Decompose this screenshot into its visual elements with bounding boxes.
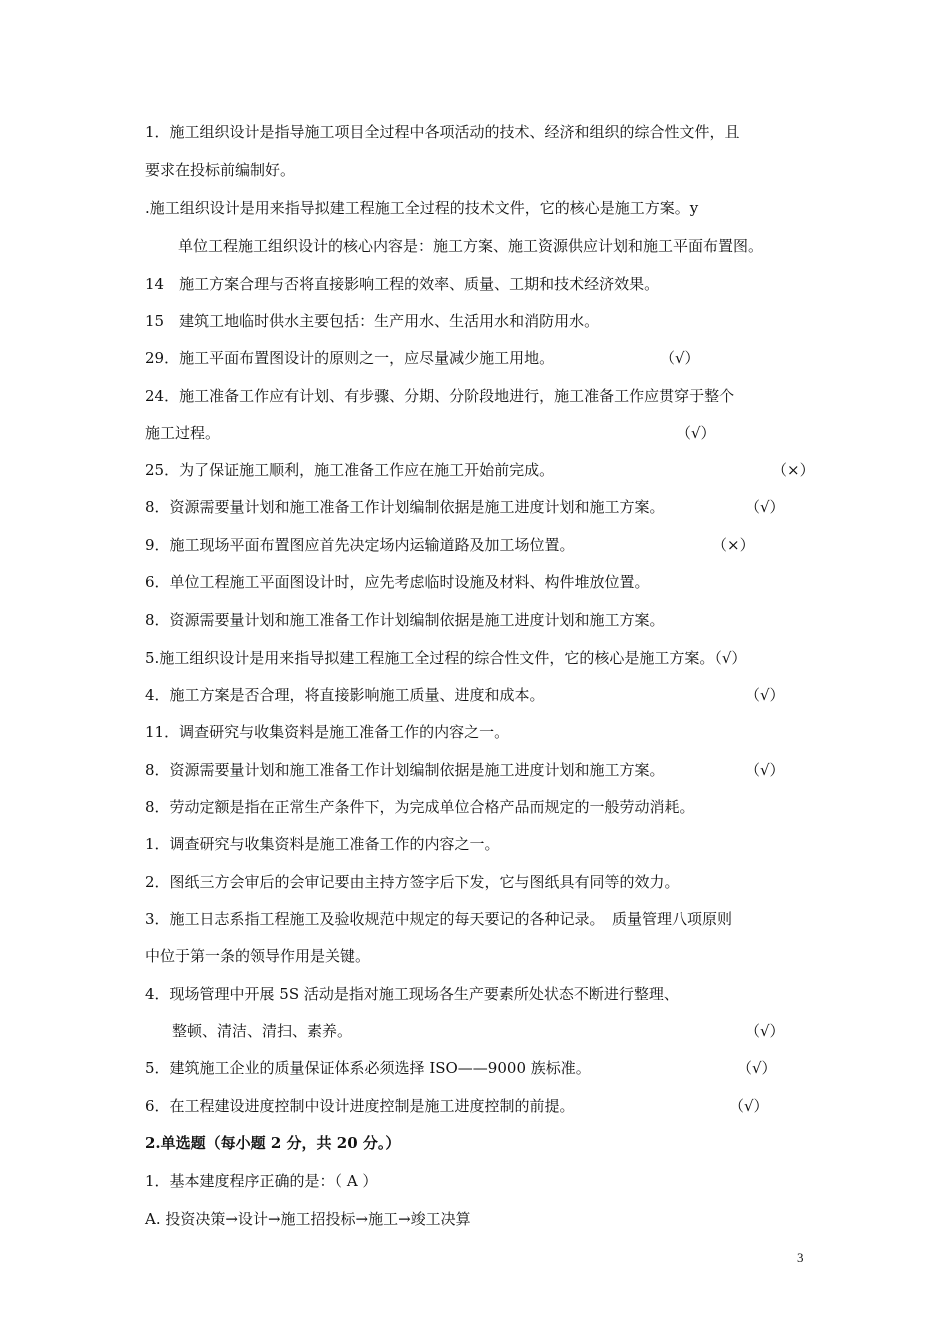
answer-mark: （√） <box>676 424 716 442</box>
answer-mark: （√） <box>745 1022 785 1040</box>
text-line: 要求在投标前编制好。 <box>145 161 296 179</box>
text-line: 15 建筑工地临时供水主要包括：生产用水、生活用水和消防用水。 <box>145 312 600 330</box>
text-line: 1．施工组织设计是指导施工项目全过程中各项活动的技术、经济和组织的综合性文件，且 <box>145 123 740 141</box>
answer-mark: （√） <box>745 761 785 779</box>
section-heading: 2.单选题（每小题 2 分，共 20 分。） <box>145 1134 401 1152</box>
text-line: 2．图纸三方会审后的会审记要由主持方签字后下发，它与图纸具有同等的效力。 <box>145 873 680 891</box>
text-line: 8．资源需要量计划和施工准备工作计划编制依据是施工进度计划和施工方案。 <box>145 498 665 516</box>
text-line: 3．施工日志系指工程施工及验收规范中规定的每天要记的各种记录。 质量管理八项原则 <box>145 910 733 928</box>
text-line: 8．资源需要量计划和施工准备工作计划编制依据是施工进度计划和施工方案。 <box>145 611 665 629</box>
text-line: .施工组织设计是用来指导拟建工程施工全过程的技术文件，它的核心是施工方案。y <box>145 199 699 217</box>
answer-mark: （√） <box>729 1097 769 1115</box>
text-line: 4．现场管理中开展 5S 活动是指对施工现场各生产要素所处状态不断进行整理、 <box>145 985 679 1003</box>
answer-mark: （√） <box>745 686 785 704</box>
answer-mark: （×） <box>712 536 755 554</box>
text-line: 6．在工程建设进度控制中设计进度控制是施工进度控制的前提。 <box>145 1097 575 1115</box>
page-number: 3 <box>797 1250 804 1265</box>
text-line: 6．单位工程施工平面图设计时，应先考虑临时设施及材料、构件堆放位置。 <box>145 573 650 591</box>
text-line: 14 施工方案合理与否将直接影响工程的效率、质量、工期和技术经济效果。 <box>145 275 660 293</box>
text-line: 25．为了保证施工顺利，施工准备工作应在施工开始前完成。 <box>145 461 555 479</box>
text-line: 5．建筑施工企业的质量保证体系必须选择 ISO——9000 族标准。 <box>145 1059 591 1077</box>
text-line: 中位于第一条的领导作用是关键。 <box>145 947 371 965</box>
text-line: 4．施工方案是否合理，将直接影响施工质量、进度和成本。 <box>145 686 545 704</box>
text-line: 9．施工现场平面布置图应首先决定场内运输道路及加工场位置。 <box>145 536 575 554</box>
answer-mark: （√） <box>737 1059 777 1077</box>
answer-mark: （√） <box>660 349 700 367</box>
text-line: 8．资源需要量计划和施工准备工作计划编制依据是施工进度计划和施工方案。 <box>145 761 665 779</box>
text-line: 1．调查研究与收集资料是施工准备工作的内容之一。 <box>145 835 500 853</box>
text-line: 5.施工组织设计是用来指导拟建工程施工全过程的综合性文件，它的核心是施工方案。（√） <box>145 649 747 667</box>
text-line: 11．调查研究与收集资料是施工准备工作的内容之一。 <box>145 723 510 741</box>
text-line: 整顿、清洁、清扫、素养。 <box>172 1022 353 1040</box>
text-line: 施工过程。 <box>145 424 221 442</box>
answer-mark: （×） <box>772 461 815 479</box>
text-line: 29．施工平面布置图设计的原则之一，应尽量减少施工用地。 <box>145 349 555 367</box>
text-line: A. 投资决策→设计→施工招投标→施工→竣工决算 <box>145 1210 471 1228</box>
text-line: 24．施工准备工作应有计划、有步骤、分期、分阶段地进行，施工准备工作应贯穿于整个 <box>145 387 735 405</box>
text-line: 单位工程施工组织设计的核心内容是：施工方案、施工资源供应计划和施工平面布置图。 <box>178 237 764 255</box>
text-line: 1．基本建度程序正确的是：（ A ） <box>145 1172 378 1190</box>
answer-mark: （√） <box>745 498 785 516</box>
text-line: 8．劳动定额是指在正常生产条件下，为完成单位合格产品而规定的一般劳动消耗。 <box>145 798 695 816</box>
